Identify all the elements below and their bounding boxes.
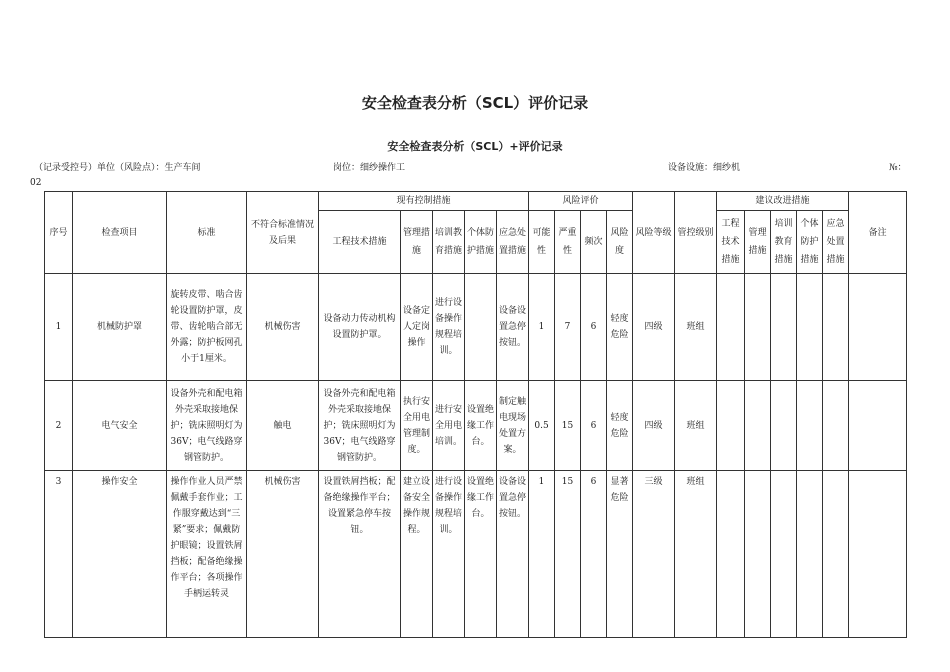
header-eng: 工程技术措施 bbox=[319, 211, 401, 274]
row-suggest-ppe bbox=[797, 471, 823, 638]
header-suggestions: 建议改进措施 bbox=[717, 192, 849, 211]
header-suggest-emergency: 应急处置措施 bbox=[823, 211, 849, 274]
header-frequency: 频次 bbox=[581, 211, 607, 274]
row-emergency: 制定触电现场处置方案。 bbox=[497, 381, 529, 471]
table-row bbox=[45, 471, 907, 638]
document-title: 安全检查表分析（SCL）评价记录 bbox=[361, 94, 589, 112]
header-training: 培训教育措施 bbox=[433, 211, 465, 274]
row-item: 操作安全 bbox=[73, 471, 167, 638]
record-number-value: 02 bbox=[30, 178, 42, 188]
row-suggest-training bbox=[771, 471, 797, 638]
row-nonconform: 机械伤害 bbox=[247, 471, 319, 638]
row-suggest-mgmt bbox=[745, 381, 771, 471]
header-remarks: 备注 bbox=[849, 192, 907, 274]
header-nonconform: 不符合标准情况及后果 bbox=[247, 192, 319, 274]
table-subtitle: 安全检查表分析（SCL）+评价记录 bbox=[387, 140, 563, 153]
row-training: 进行安全用电培训。 bbox=[433, 381, 465, 471]
row-risk-degree: 轻度危险 bbox=[607, 381, 633, 471]
header-row-1 bbox=[45, 192, 907, 211]
unit-info: （记录受控号）单位（风险点）：生产车间 bbox=[34, 163, 201, 173]
header-severity: 严重性 bbox=[555, 211, 581, 274]
header-suggest-ppe: 个体防护措施 bbox=[797, 211, 823, 274]
row-ppe bbox=[465, 274, 497, 381]
row-ppe: 设置绝缘工作台。 bbox=[465, 471, 497, 638]
header-seq: 序号 bbox=[45, 192, 73, 274]
header-item: 检查项目 bbox=[73, 192, 167, 274]
row-nonconform: 机械伤害 bbox=[247, 274, 319, 381]
row-eng: 设备动力传动机构设置防护罩。 bbox=[319, 274, 401, 381]
header-ppe: 个体防护措施 bbox=[465, 211, 497, 274]
row-suggest-eng bbox=[717, 274, 745, 381]
row-mgmt: 执行安全用电管理制度。 bbox=[401, 381, 433, 471]
row-standard: 旋转皮带、啮合齿轮设置防护罩，皮带、齿轮啮合部无外露；防护板网孔小于1厘米。 bbox=[167, 274, 247, 381]
row-possibility: 1 bbox=[529, 471, 555, 638]
row-training: 进行设备操作规程培训。 bbox=[433, 274, 465, 381]
row-remarks bbox=[849, 381, 907, 471]
post-info: 岗位：细纱操作工 bbox=[333, 163, 406, 173]
row-severity: 7 bbox=[555, 274, 581, 381]
row-control-level: 班组 bbox=[675, 471, 717, 638]
header-emergency: 应急处置措施 bbox=[497, 211, 529, 274]
row-control-level: 班组 bbox=[675, 274, 717, 381]
equipment-info: 设备设施：细纱机 bbox=[668, 163, 741, 173]
row-suggest-training bbox=[771, 274, 797, 381]
row-possibility: 0.5 bbox=[529, 381, 555, 471]
row-frequency: 6 bbox=[581, 471, 607, 638]
header-suggest-training: 培训教育措施 bbox=[771, 211, 797, 274]
row-remarks bbox=[849, 471, 907, 638]
row-nonconform: 触电 bbox=[247, 381, 319, 471]
header-risk-level: 风险等级 bbox=[633, 192, 675, 274]
row-standard: 操作作业人员严禁佩戴手套作业；工作服穿戴达到“三紧”要求；佩戴防护眼镜；设置铁屑挡板；配备绝缘操作平台；各项操作手柄运转灵 bbox=[167, 471, 247, 638]
row-risk-degree: 显著危险 bbox=[607, 471, 633, 638]
header-suggest-eng: 工程技术措施 bbox=[717, 211, 745, 274]
row-severity: 15 bbox=[555, 471, 581, 638]
row-remarks bbox=[849, 274, 907, 381]
row-risk-degree: 轻度危险 bbox=[607, 274, 633, 381]
row-emergency: 设备设置急停按钮。 bbox=[497, 471, 529, 638]
header-suggest-mgmt: 管理措施 bbox=[745, 211, 771, 274]
row-ppe: 设置绝缘工作台。 bbox=[465, 381, 497, 471]
table-row bbox=[45, 381, 907, 471]
header-mgmt: 管理措施 bbox=[401, 211, 433, 274]
row-severity: 15 bbox=[555, 381, 581, 471]
row-training: 进行设备操作规程培训。 bbox=[433, 471, 465, 638]
row-risk-level: 四级 bbox=[633, 274, 675, 381]
row-possibility: 1 bbox=[529, 274, 555, 381]
row-suggest-emergency bbox=[823, 274, 849, 381]
record-number-label: №： bbox=[889, 163, 907, 173]
header-current-controls: 现有控制措施 bbox=[319, 192, 529, 211]
header-control-level: 管控级别 bbox=[675, 192, 717, 274]
row-suggest-eng bbox=[717, 471, 745, 638]
header-risk-degree: 风险度 bbox=[607, 211, 633, 274]
header-standard: 标准 bbox=[167, 192, 247, 274]
row-mgmt: 设备定人定岗操作 bbox=[401, 274, 433, 381]
row-item: 机械防护罩 bbox=[73, 274, 167, 381]
row-suggest-ppe bbox=[797, 381, 823, 471]
row-suggest-mgmt bbox=[745, 471, 771, 638]
row-eng: 设备外壳和配电箱外壳采取接地保护；铣床照明灯为36V；电气线路穿钢管防护。 bbox=[319, 381, 401, 471]
row-seq: 2 bbox=[45, 381, 73, 471]
row-mgmt: 建立设备安全操作规程。 bbox=[401, 471, 433, 638]
row-suggest-eng bbox=[717, 381, 745, 471]
table-row bbox=[45, 274, 907, 381]
row-risk-level: 三级 bbox=[633, 471, 675, 638]
row-seq: 1 bbox=[45, 274, 73, 381]
row-standard: 设备外壳和配电箱外壳采取接地保护；铣床照明灯为36V；电气线路穿钢管防护。 bbox=[167, 381, 247, 471]
row-risk-level: 四级 bbox=[633, 381, 675, 471]
row-suggest-emergency bbox=[823, 381, 849, 471]
row-frequency: 6 bbox=[581, 274, 607, 381]
row-suggest-ppe bbox=[797, 274, 823, 381]
row-frequency: 6 bbox=[581, 381, 607, 471]
row-suggest-mgmt bbox=[745, 274, 771, 381]
row-item: 电气安全 bbox=[73, 381, 167, 471]
header-risk-eval: 风险评价 bbox=[529, 192, 633, 211]
row-suggest-training bbox=[771, 381, 797, 471]
scl-table bbox=[44, 191, 907, 638]
row-control-level: 班组 bbox=[675, 381, 717, 471]
row-suggest-emergency bbox=[823, 471, 849, 638]
row-emergency: 设备设置急停按钮。 bbox=[497, 274, 529, 381]
row-eng: 设置铁屑挡板；配备绝缘操作平台；设置紧急停车按钮。 bbox=[319, 471, 401, 638]
header-possibility: 可能性 bbox=[529, 211, 555, 274]
row-seq: 3 bbox=[45, 471, 73, 638]
